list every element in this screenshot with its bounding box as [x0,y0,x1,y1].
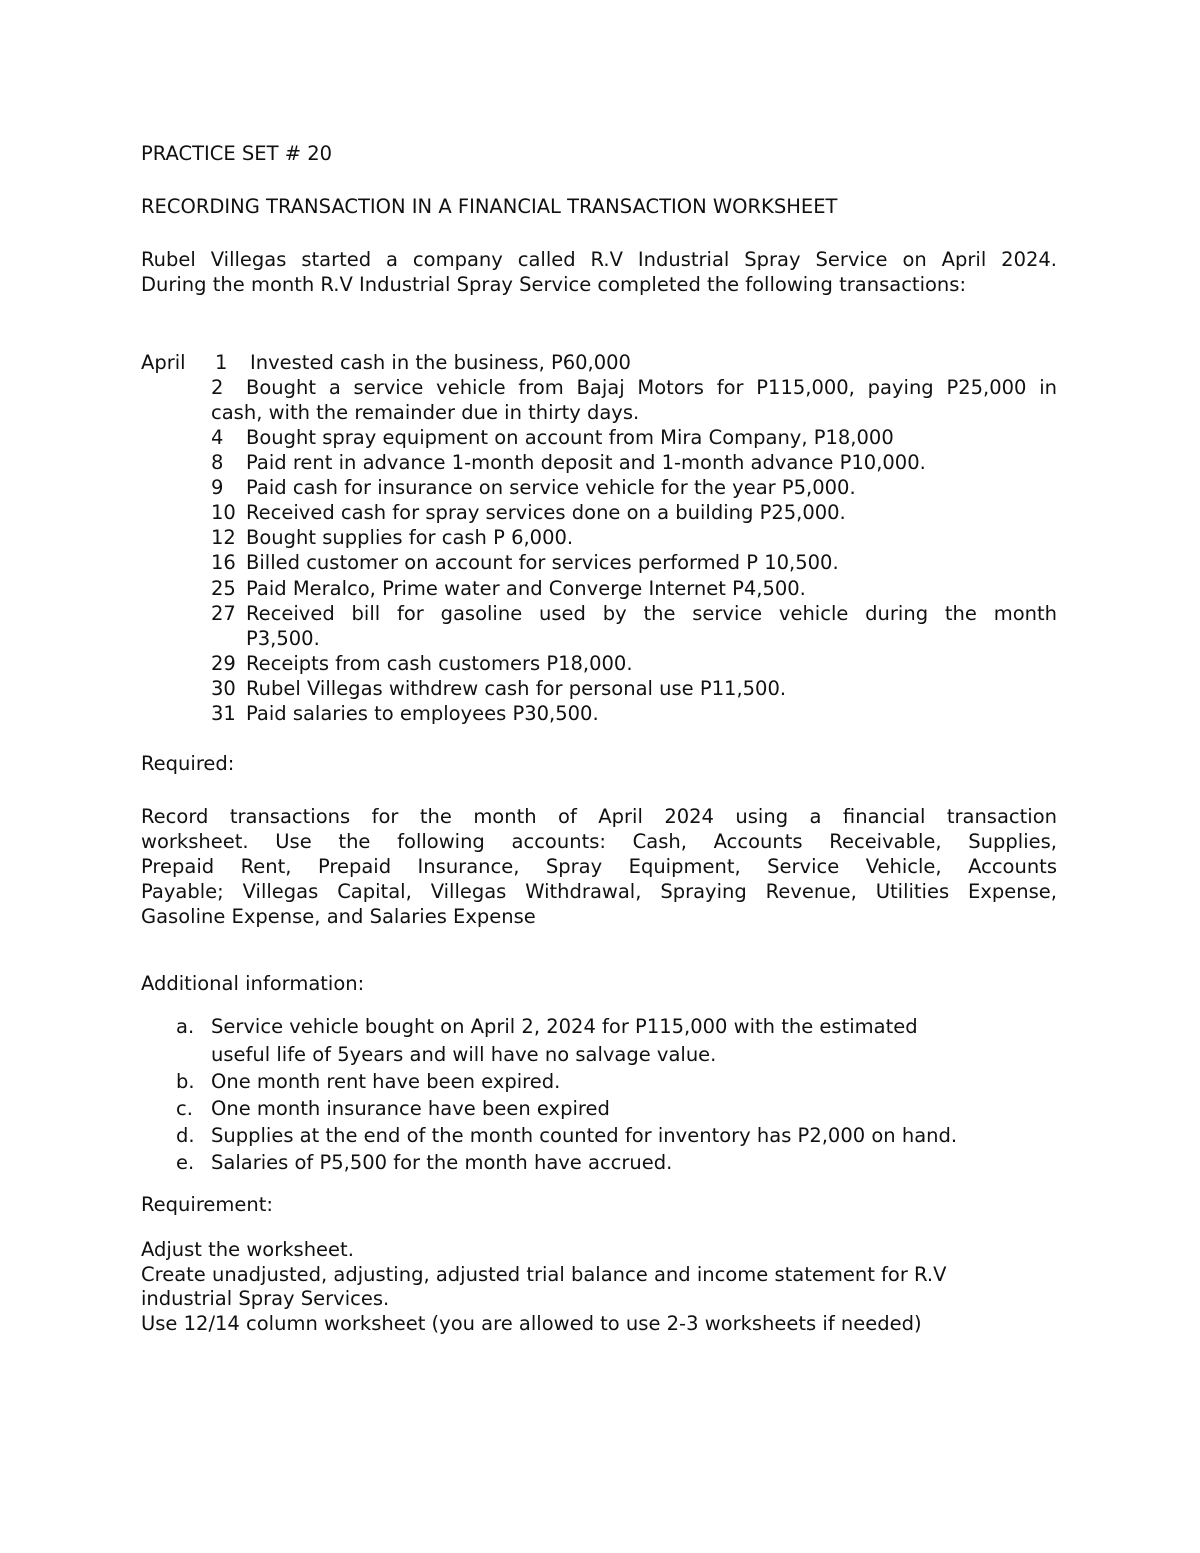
page-title: PRACTICE SET # 20 [141,142,333,165]
transaction-item [211,426,1057,449]
transaction-day: 8 [211,451,224,474]
requirement-line: Create unadjusted, adjusting, adjusted trial balance and income statement for R.V [141,1263,947,1286]
required-line: Prepaid Rent, Prepaid Insurance, Spray Equipment, Service Vehicle, Accounts [141,855,1057,878]
requirement-line: Use 12/14 column worksheet (you are allowed to use 2-3 worksheets if needed) [141,1312,922,1335]
transaction-month: April [141,351,186,374]
transaction-text: Invested cash in the business, P60,000 [250,351,631,374]
list-text: Supplies at the end of the month counted for inventory has P2,000 on hand. [211,1124,958,1147]
list-text: Salaries of P5,500 for the month have accrued. [211,1151,673,1174]
list-text: Service vehicle bought on April 2, 2024 for P115,000 with the estimated [211,1015,918,1038]
requirement-line: industrial Spray Services. [141,1287,390,1310]
transaction-text: Received cash for spray services done on a building P25,000. [246,501,846,524]
transaction-day: 10 [211,501,236,524]
transaction-text: Paid Meralco, Prime water and Converge Internet P4,500. [246,577,806,600]
transaction-item [211,476,1057,499]
list-marker: c. [176,1097,193,1120]
list-marker: e. [176,1151,195,1174]
transaction-item [211,677,1057,700]
transaction-continuation: cash, with the remainder due in thirty days. [211,401,640,424]
list-marker: a. [176,1015,195,1038]
transaction-item [211,451,1057,474]
required-line: worksheet. Use the following accounts: Cash, Accounts Receivable, Supplies, [141,830,1057,853]
transaction-day: 29 [211,652,236,675]
transaction-text: Bought spray equipment on account from Mira Company, P18,000 [246,426,894,449]
transaction-text: Rubel Villegas withdrew cash for personal use P11,500. [246,677,787,700]
transaction-day: 30 [211,677,236,700]
transaction-text: Receipts from cash customers P18,000. [246,652,633,675]
required-line: Payable; Villegas Capital, Villegas Withdrawal, Spraying Revenue, Utilities Expense, [141,880,1057,903]
transaction-day: 4 [211,426,224,449]
intro-line-2: During the month R.V Industrial Spray Service completed the following transactions: [141,273,967,296]
requirement-label: Requirement: [141,1193,273,1216]
transaction-day: 1 [215,351,228,374]
transaction-day: 12 [211,526,236,549]
transaction-item [211,577,1057,600]
transaction-text: Paid cash for insurance on service vehicle for the year P5,000. [246,476,856,499]
transaction-text: Billed customer on account for services performed P 10,500. [246,551,839,574]
transaction-item [211,702,1057,725]
section-heading: RECORDING TRANSACTION IN A FINANCIAL TRANSACTION WORKSHEET [141,195,838,218]
transaction-day: 2 [211,376,224,399]
required-label: Required: [141,752,235,775]
transaction-day: 16 [211,551,236,574]
transaction-item [211,652,1057,675]
transaction-item [211,551,1057,574]
required-paragraph [141,804,1057,929]
intro-line-1: Rubel Villegas started a company called R.V Industrial Spray Service on April 2024. [141,248,1057,271]
required-line: Gasoline Expense, and Salaries Expense [141,905,536,928]
transaction-text: Paid salaries to employees P30,500. [246,702,599,725]
requirement-line: Adjust the worksheet. [141,1238,354,1261]
transaction-item [215,351,1061,374]
transaction-day: 27 [211,602,236,625]
transaction-item [211,501,1057,524]
transaction-continuation: P3,500. [246,627,320,650]
transaction-text: Bought a service vehicle from Bajaj Motors for P115,000, paying P25,000 in [246,376,1057,399]
transaction-day: 31 [211,702,236,725]
additional-info-label: Additional information: [141,972,365,995]
list-text: One month insurance have been expired [211,1097,610,1120]
list-text: useful life of 5years and will have no salvage value. [211,1043,717,1066]
transaction-text: Received bill for gasoline used by the service vehicle during the month [246,602,1057,625]
transaction-text: Paid rent in advance 1-month deposit and 1-month advance P10,000. [246,451,926,474]
transaction-item [211,376,1057,399]
list-marker: b. [176,1070,195,1093]
transaction-item [211,526,1057,549]
list-text: One month rent have been expired. [211,1070,561,1093]
transaction-day: 9 [211,476,224,499]
list-marker: d. [176,1124,195,1147]
transaction-day: 25 [211,577,236,600]
transaction-text: Bought supplies for cash P 6,000. [246,526,574,549]
required-line: Record transactions for the month of April 2024 using a financial transaction [141,805,1057,828]
transaction-item [211,602,1057,625]
